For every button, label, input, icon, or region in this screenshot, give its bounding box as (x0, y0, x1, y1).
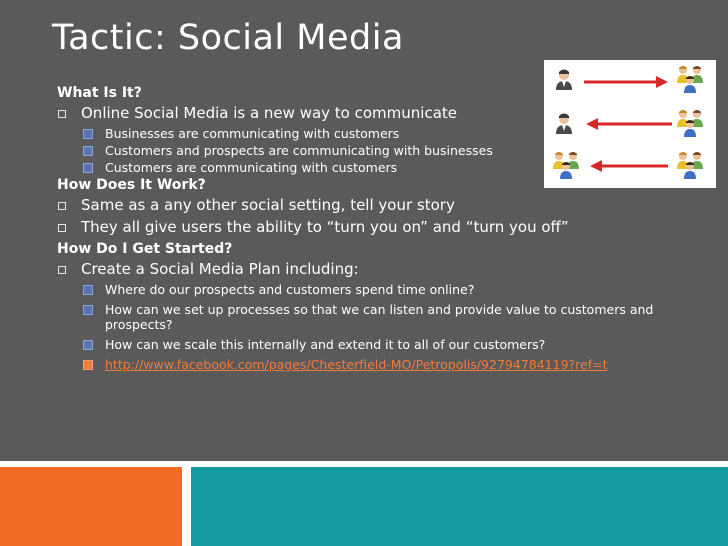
filled-square-bullet-icon (83, 129, 93, 139)
bullet-text: Online Social Media is a new way to communicate (81, 104, 458, 122)
square-bullet-icon (58, 202, 66, 210)
section-heading-what: What Is It? (57, 85, 142, 101)
sub-bullet-text: Where do our prospects and customers spend time online? (105, 282, 475, 297)
sub-bullet-item (57, 126, 717, 141)
filled-square-bullet-icon (83, 340, 93, 350)
section-heading-how: How Does It Work? (57, 177, 206, 193)
bullet-item (57, 196, 717, 215)
filled-square-bullet-icon (83, 305, 93, 315)
filled-square-bullet-icon (83, 146, 93, 156)
sub-bullet-item (57, 160, 717, 175)
slide-title: Tactic: Social Media (52, 18, 404, 58)
bullet-text: Create a Social Media Plan including: (81, 260, 359, 278)
bullet-item (57, 260, 717, 279)
square-bullet-icon (58, 266, 66, 274)
bullet-item (57, 104, 717, 123)
sub-bullet-text: Customers are communicating with customers (105, 160, 398, 175)
facebook-link-item[interactable] (57, 357, 717, 372)
sub-bullet-text: Businesses are communicating with customers (105, 126, 400, 141)
facebook-link[interactable]: http://www.facebook.com/pages/Chesterfield-MO/Petropolis/92794784119?ref=t (105, 357, 608, 372)
sub-bullet-item (57, 143, 717, 158)
slide-content (57, 84, 717, 377)
sub-bullet-text: Customers and prospects are communicating with businesses (105, 143, 493, 158)
square-bullet-icon (58, 224, 66, 232)
bullet-text: They all give users the ability to “turn you on” and “turn you off” (81, 218, 569, 236)
orange-footer-bar (0, 467, 182, 546)
sub-bullet-item (57, 302, 717, 332)
section-heading-started: How Do I Get Started? (57, 241, 233, 257)
sub-bullet-text: How can we set up processes so that we can listen and provide value to customers and prospects? (105, 302, 654, 332)
filled-square-bullet-icon (83, 163, 93, 173)
square-bullet-icon (58, 110, 66, 118)
teal-footer-bar (191, 467, 728, 546)
filled-square-bullet-icon (83, 285, 93, 295)
sub-bullet-item (57, 337, 717, 352)
bullet-item (57, 218, 717, 237)
sub-bullet-item (57, 282, 717, 297)
sub-bullet-text: How can we scale this internally and extend it to all of our customers? (105, 337, 546, 352)
bullet-text: Same as a any other social setting, tell your story (81, 196, 455, 214)
filled-square-bullet-icon (83, 360, 93, 370)
